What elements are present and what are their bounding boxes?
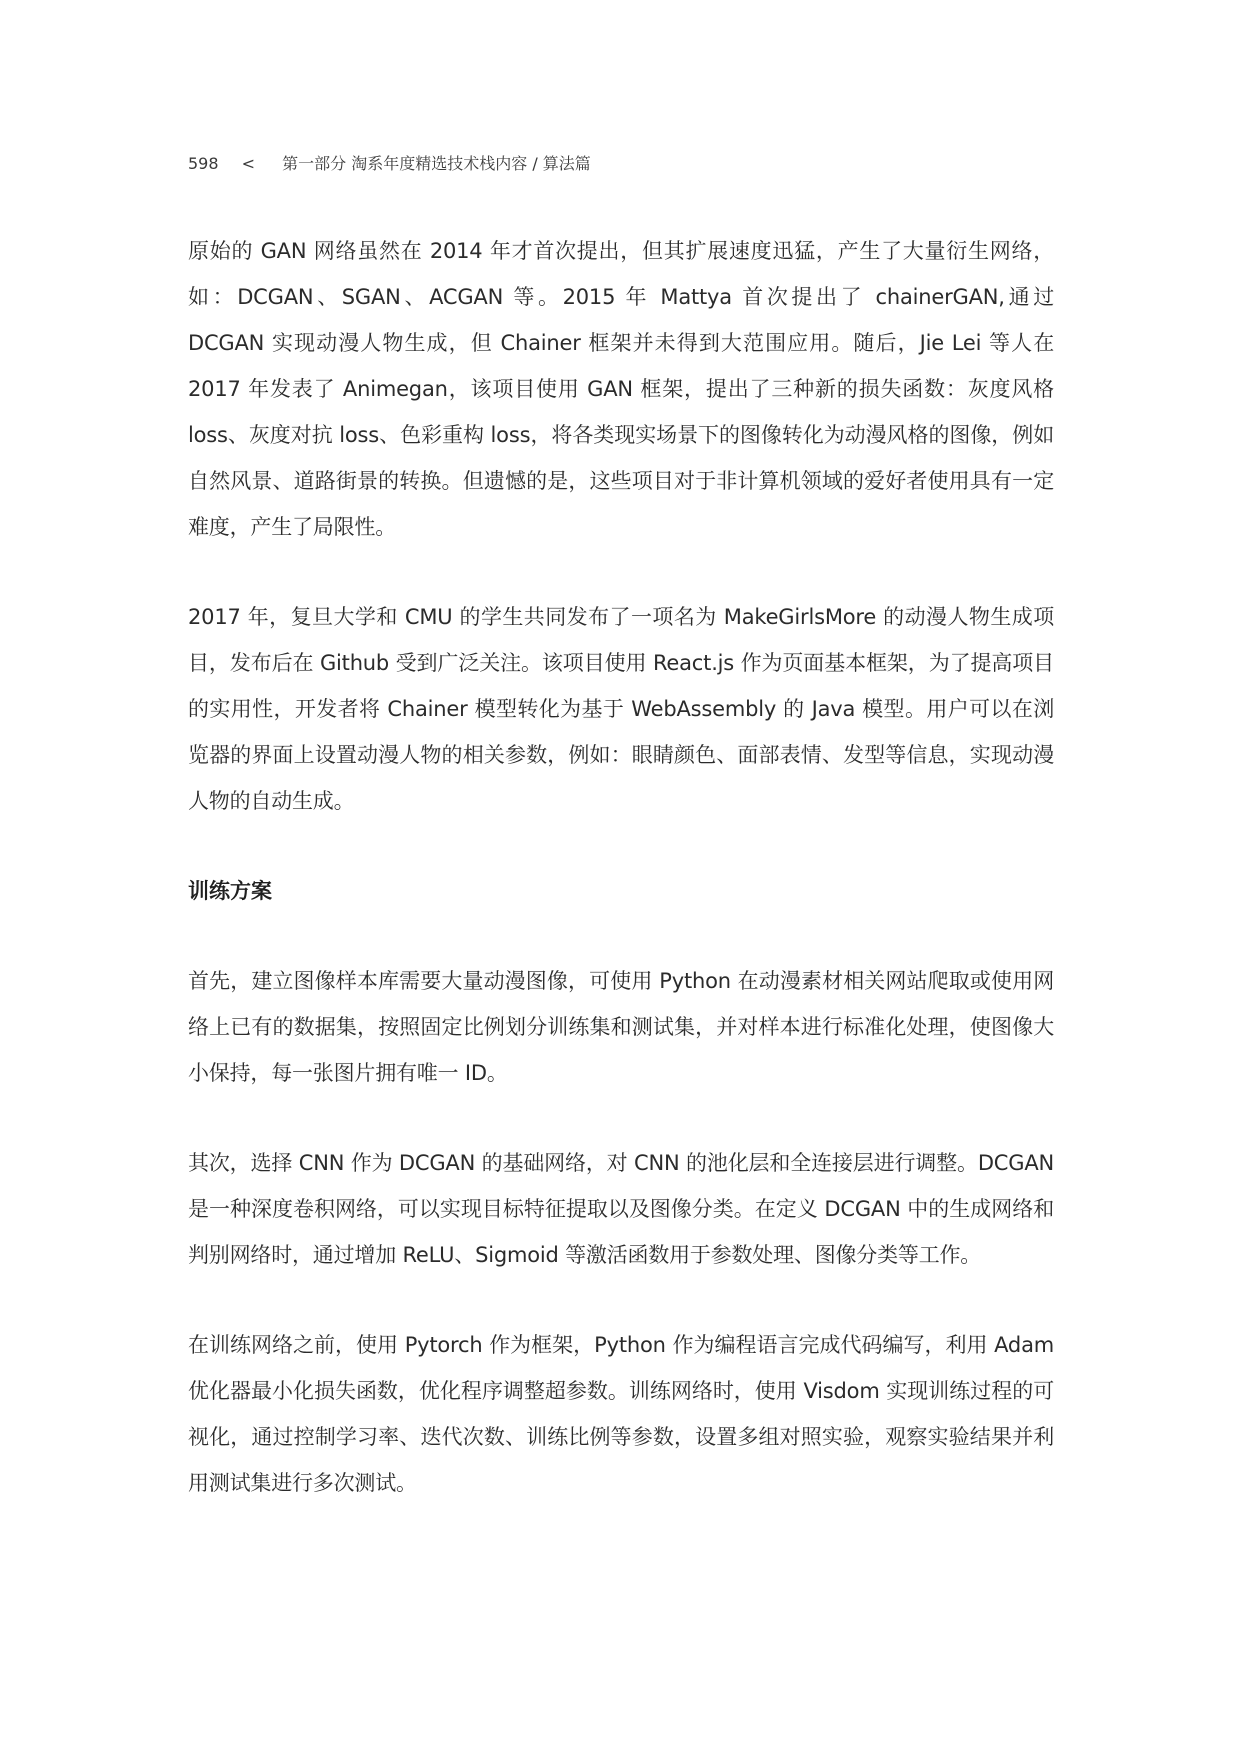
breadcrumb: 第一部分 淘系年度精选技术栈内容 / 算法篇 (282, 154, 591, 173)
paragraph: 2017 年，复旦大学和 CMU 的学生共同发布了一项名为 MakeGirlsMore 的动漫人物生成项目，发布后在 Github 受到广泛关注。该项目使用 React.js 作为页面基本框架，为了提高项目的实用性，开发者将 Chainer 模型转化为基于 WebAssembly 的 Java 模型。用户可以在浏览器的界面上设置动漫人物的相关参数，例如：眼睛颜色、面部表情、发型等信息，实现动漫人物的自动生成。 (188, 605, 1054, 813)
paragraph: 在训练网络之前，使用 Pytorch 作为框架，Python 作为编程语言完成代码编写，利用 Adam 优化器最小化损失函数，优化程序调整超参数。训练网络时，使用 Visdom 实现训练过程的可视化，通过控制学习率、迭代次数、训练比例等参数，设置多组对照实验，观察实验结果并利用测试集进行多次测试。 (188, 1333, 1054, 1495)
page-number: 598 (188, 154, 219, 173)
paragraph: 首先，建立图像样本库需要大量动漫图像，可使用 Python 在动漫素材相关网站爬取或使用网络上已有的数据集，按照固定比例划分训练集和测试集，并对样本进行标准化处理，使图像大小保持，每一张图片拥有唯一 ID。 (188, 969, 1054, 1085)
paragraph: 其次，选择 CNN 作为 DCGAN 的基础网络，对 CNN 的池化层和全连接层进行调整。DCGAN 是一种深度卷积网络，可以实现目标特征提取以及图像分类。在定义 DCGAN 中的生成网络和判别网络时，通过增加 ReLU、Sigmoid 等激活函数用于参数处理、图像分类等工作。 (188, 1151, 1054, 1267)
header-separator: < (241, 154, 256, 173)
page-body (188, 228, 1054, 1506)
section-heading: 训练方案 (188, 879, 272, 903)
running-header (188, 150, 1058, 178)
paragraph: 原始的 GAN 网络虽然在 2014 年才首次提出，但其扩展速度迅猛，产生了大量衍生网络，如：DCGAN、SGAN、ACGAN 等。2015 年 Mattya 首次提出了 chainerGAN,通过 DCGAN 实现动漫人物生成，但 Chainer 框架并未得到大范围应用。随后，Jie Lei 等人在 2017 年发表了 Animegan，该项目使用 GAN 框架，提出了三种新的损失函数：灰度风格 loss、灰度对抗 loss、色彩重构 loss，将各类现实场景下的图像转化为动漫风格的图像，例如自然风景、道路街景的转换。但遗憾的是，这些项目对于非计算机领域的爱好者使用具有一定难度，产生了局限性。 (188, 239, 1054, 539)
